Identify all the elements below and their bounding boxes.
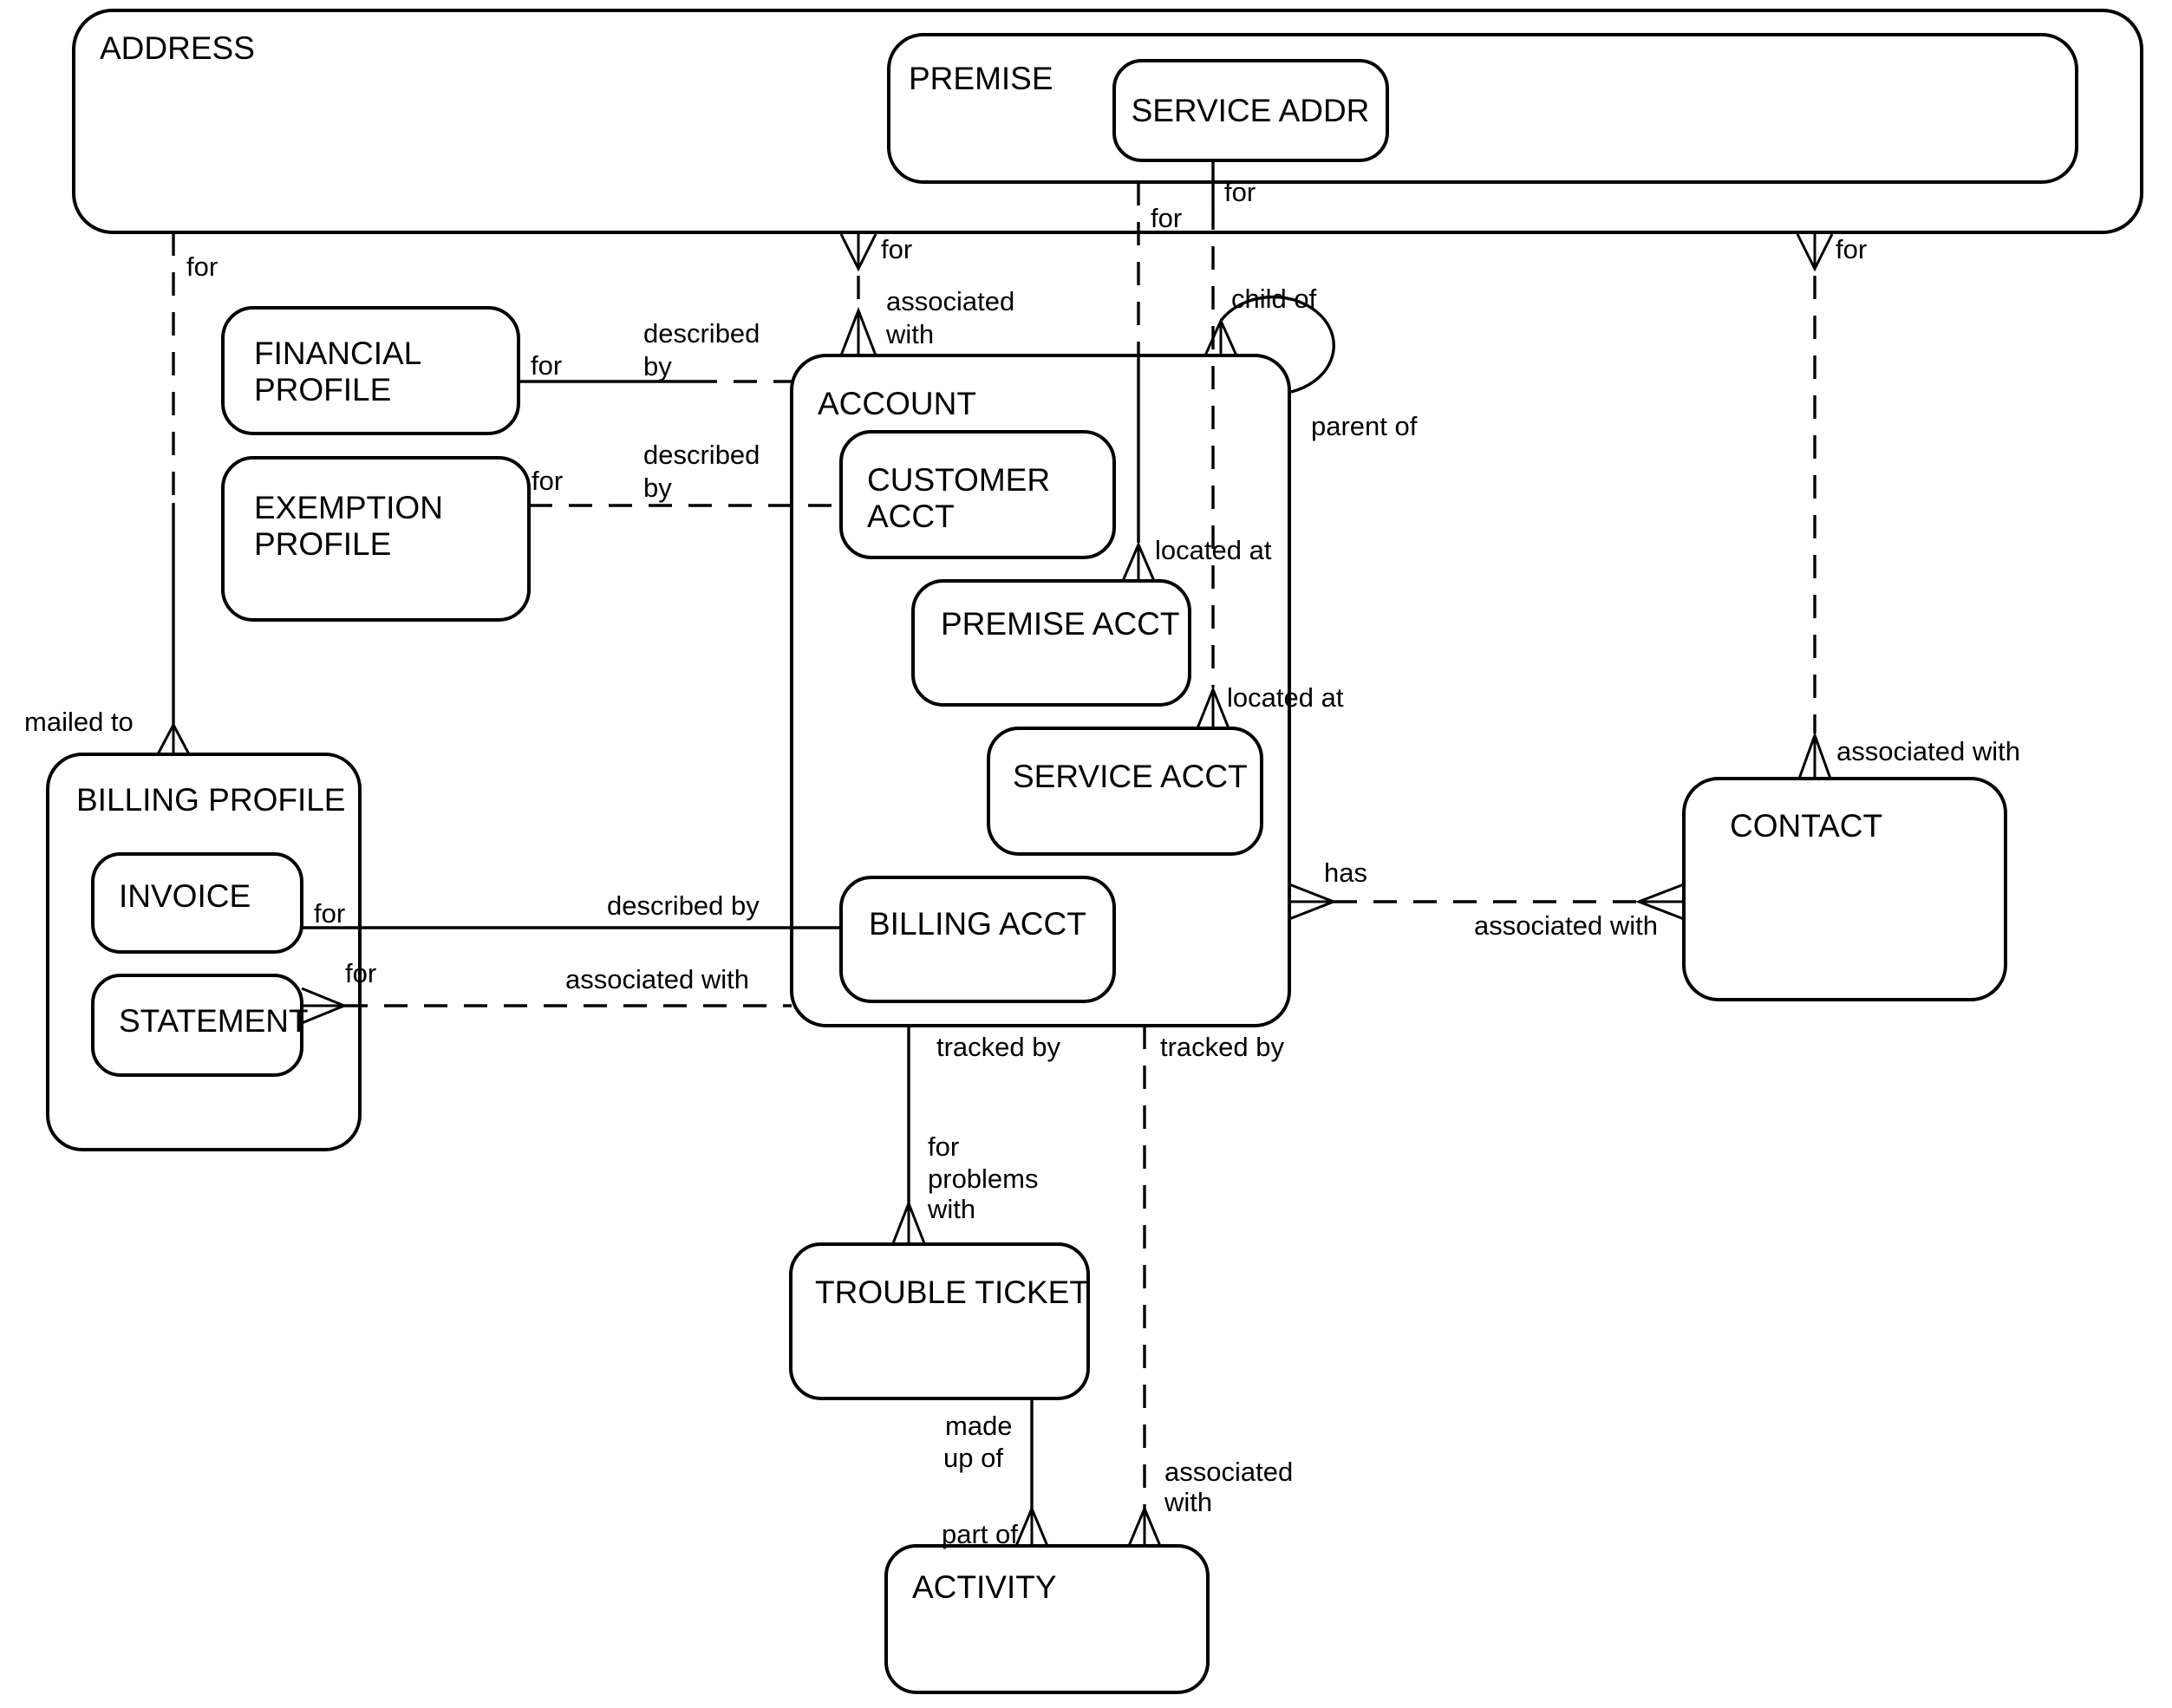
- label-statement-associated-with: associated with: [565, 964, 749, 994]
- entity-exemption-profile-label-line1: EXEMPTION: [254, 490, 443, 525]
- label-premise-located-at: located at: [1155, 535, 1272, 565]
- label-service-addr-located-at: located at: [1227, 682, 1344, 713]
- label-address-account-with: with: [886, 319, 935, 349]
- label-account-contact-associated-with: associated with: [1474, 910, 1658, 941]
- label-activity-tracked-by: tracked by: [1160, 1032, 1285, 1062]
- label-address-account-associated: associated: [886, 286, 1015, 316]
- rel-address-billing-profile: [158, 232, 189, 754]
- label-service-addr-for: for: [1224, 177, 1256, 207]
- label-exemption-for: for: [532, 466, 564, 496]
- crow-foot-many-account-right: [1289, 884, 1334, 919]
- label-part-of: part of: [942, 1519, 1018, 1549]
- entity-statement-label: STATEMENT: [119, 1003, 309, 1039]
- label-address-contact-associated-with: associated with: [1836, 736, 2020, 766]
- label-made: made: [945, 1411, 1013, 1441]
- entity-trouble-ticket-box: [791, 1244, 1088, 1398]
- crow-foot-many-account-self: [1205, 321, 1236, 355]
- rel-address-account: [841, 234, 876, 355]
- label-address-contact-for: for: [1836, 234, 1868, 264]
- entity-premise-acct-box: [913, 581, 1190, 705]
- label-exemption-by: by: [643, 473, 672, 503]
- crow-foot-many-address-account-top: [841, 234, 876, 269]
- label-financial-described: described: [643, 318, 760, 349]
- label-mailed-to: mailed to: [24, 707, 134, 737]
- label-child-of: child of: [1231, 284, 1317, 314]
- label-trouble-ticket-for: for: [928, 1131, 960, 1162]
- entity-financial-profile-label-line2: PROFILE: [254, 372, 392, 407]
- label-invoice-for: for: [314, 898, 346, 929]
- rel-account-activity: [1129, 1026, 1160, 1546]
- entity-trouble-ticket-label: TROUBLE TICKET: [815, 1274, 1089, 1310]
- entity-customer-acct-label-line2: ACCT: [867, 499, 955, 534]
- label-statement-for: for: [345, 958, 377, 988]
- crow-foot-many-activity-left: [1016, 1509, 1047, 1546]
- entity-activity-box: [886, 1546, 1208, 1692]
- crow-foot-many-contact-top: [1799, 735, 1830, 779]
- label-trouble-ticket-problems: problems: [928, 1164, 1039, 1194]
- label-address-account-for: for: [881, 234, 913, 264]
- label-activity-associated: associated: [1164, 1457, 1294, 1487]
- entity-billing-profile-label: BILLING PROFILE: [76, 782, 346, 818]
- entity-invoice-label: INVOICE: [119, 878, 251, 914]
- label-up-of: up of: [943, 1443, 1003, 1473]
- rel-account-trouble-ticket: [893, 1026, 924, 1243]
- rel-trouble-ticket-activity: [1016, 1398, 1047, 1546]
- entity-exemption-profile-label-line2: PROFILE: [254, 526, 392, 562]
- crow-foot-many-activity-right: [1129, 1509, 1160, 1546]
- entity-address-label: ADDRESS: [100, 30, 255, 66]
- entity-service-acct-label: SERVICE ACCT: [1013, 759, 1248, 794]
- rel-address-contact: [1797, 234, 1832, 779]
- label-trouble-ticket-with: with: [928, 1194, 976, 1224]
- label-exemption-described: described: [643, 440, 760, 470]
- label-trouble-ticket-tracked-by: tracked by: [936, 1032, 1061, 1062]
- label-invoice-described-by: described by: [607, 890, 760, 921]
- label-address-billing-for: for: [186, 251, 219, 282]
- label-financial-by: by: [643, 351, 672, 381]
- entity-activity-label: ACTIVITY: [912, 1569, 1057, 1605]
- label-premise-for: for: [1151, 203, 1183, 233]
- label-parent-of: parent of: [1311, 411, 1418, 441]
- crow-foot-many-trouble-ticket: [893, 1203, 924, 1243]
- entity-customer-acct-label-line1: CUSTOMER: [867, 462, 1051, 498]
- entity-service-addr-label: SERVICE ADDR: [1131, 93, 1370, 128]
- entity-financial-profile-label-line1: FINANCIAL: [254, 336, 422, 371]
- crow-foot-many-account-top: [841, 310, 876, 355]
- label-activity-with: with: [1164, 1487, 1213, 1517]
- entity-premise-acct-label: PREMISE ACCT: [941, 606, 1180, 642]
- crow-foot-many-billing-profile: [158, 725, 189, 754]
- label-financial-for: for: [531, 350, 563, 381]
- entity-contact-label: CONTACT: [1730, 808, 1883, 844]
- entity-account-label: ACCOUNT: [818, 386, 976, 421]
- label-has: has: [1324, 857, 1367, 888]
- crow-foot-many-address-contact-top: [1797, 234, 1832, 269]
- entity-premise-box: [889, 35, 2077, 182]
- entity-premise-label: PREMISE: [909, 61, 1053, 96]
- entity-billing-acct-label: BILLING ACCT: [869, 906, 1086, 942]
